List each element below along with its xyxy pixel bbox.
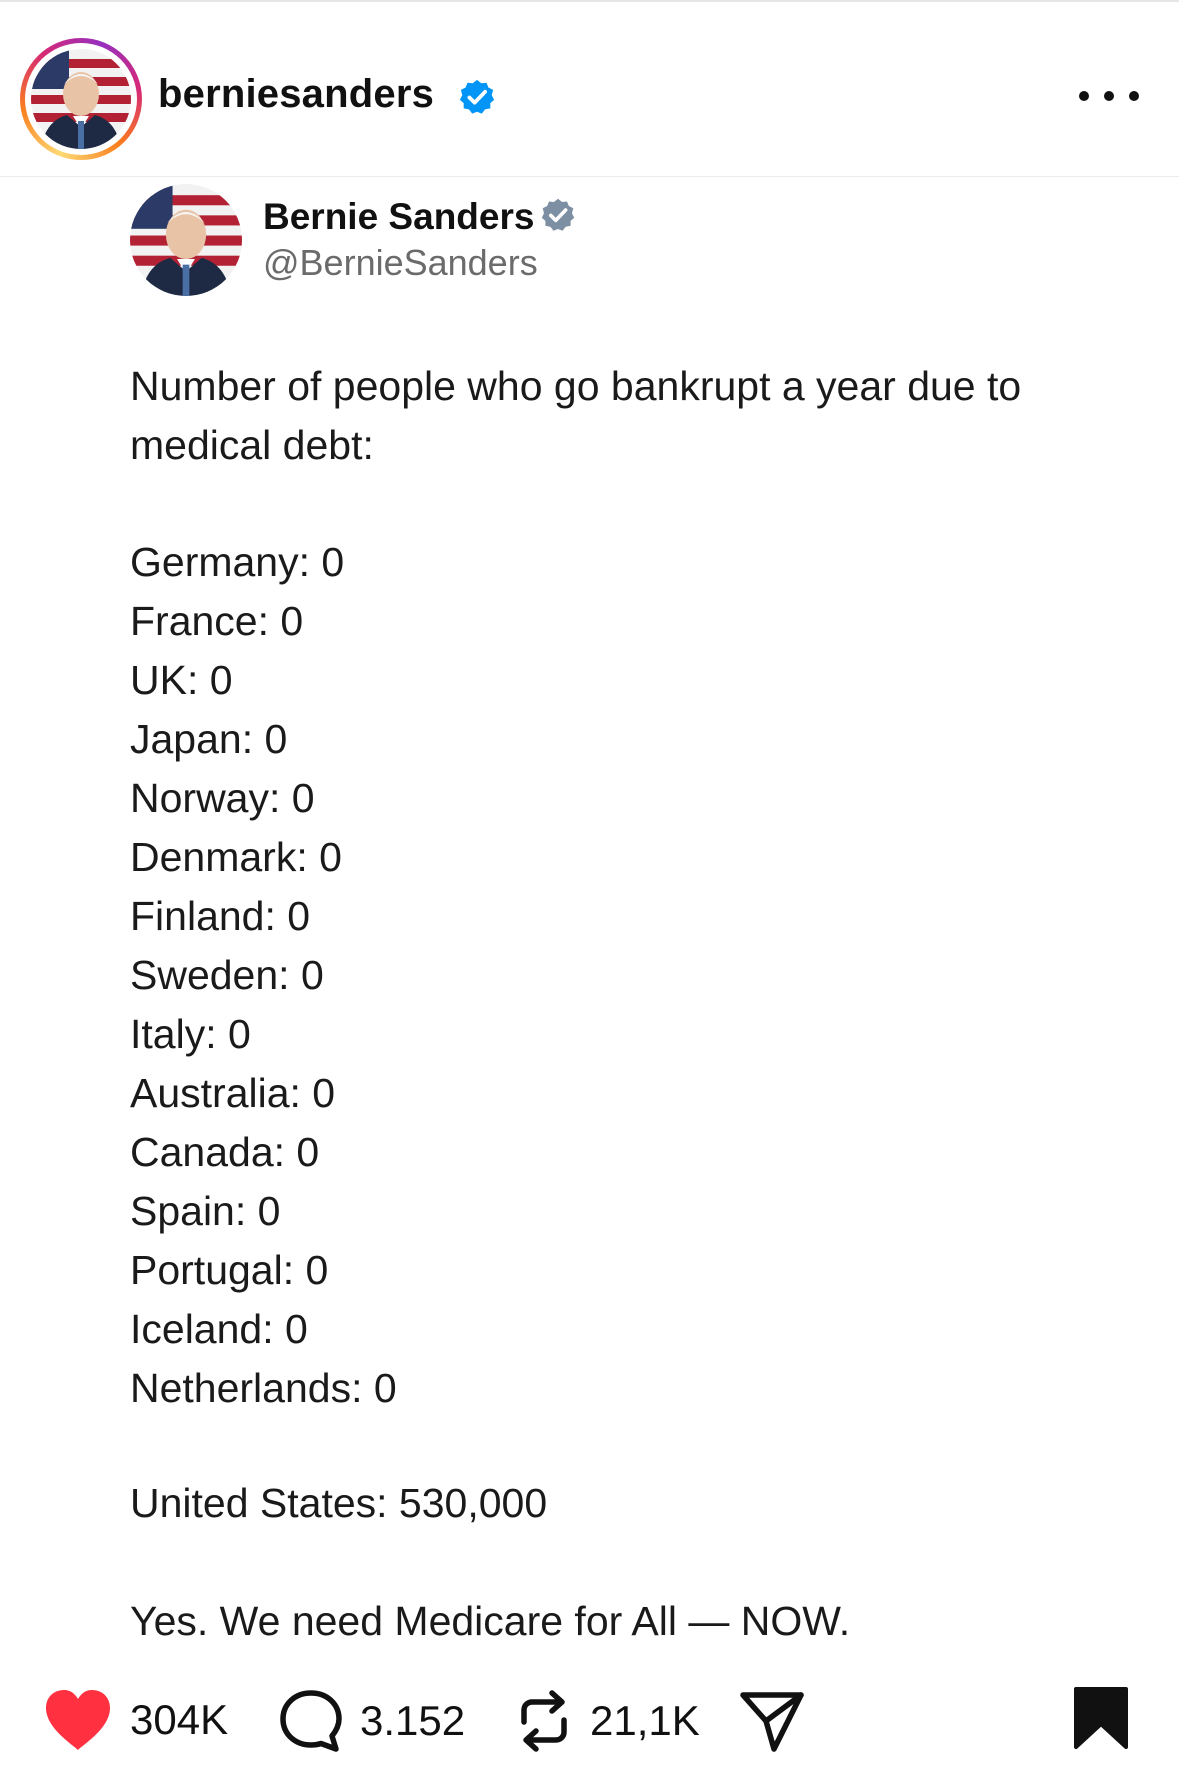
action-bar	[0, 1684, 1179, 1758]
header-divider	[0, 176, 1179, 177]
list-item: Portugal: 0	[130, 1247, 329, 1293]
share-button[interactable]	[738, 1688, 806, 1754]
list-item: Canada: 0	[130, 1129, 320, 1175]
list-item: Italy: 0	[130, 1011, 251, 1057]
tweet-author-avatar	[130, 184, 242, 296]
list-item: Spain: 0	[130, 1188, 281, 1234]
intro-line: Number of people who go bankrupt a year due to	[130, 363, 1022, 409]
story-ring[interactable]	[20, 38, 142, 160]
list-item: Denmark: 0	[130, 834, 342, 880]
tweet-handle: @BernieSanders	[263, 242, 538, 283]
post-header	[0, 0, 1179, 176]
us-line: United States: 530,000	[130, 1480, 548, 1526]
repost-button[interactable]	[514, 1688, 700, 1754]
bookmark-icon[interactable]	[1073, 1686, 1129, 1750]
verified-badge-icon	[458, 78, 496, 116]
list-item: Germany: 0	[130, 539, 345, 585]
intro-line: medical debt:	[130, 422, 374, 468]
repost-count: 21,1K	[590, 1697, 700, 1744]
list-item: Finland: 0	[130, 893, 311, 939]
post-username[interactable]: berniesanders	[158, 72, 435, 116]
closing-line: Yes. We need Medicare for All — NOW.	[130, 1598, 851, 1644]
avatar[interactable]	[31, 49, 131, 149]
tweet-display-name: Bernie Sanders	[263, 196, 535, 237]
list-item: Japan: 0	[130, 716, 288, 762]
repost-icon[interactable]	[514, 1688, 574, 1754]
save-button[interactable]	[1073, 1686, 1129, 1750]
like-count: 304K	[130, 1696, 229, 1743]
comment-count: 3.152	[360, 1697, 466, 1744]
list-item: UK: 0	[130, 657, 233, 703]
tweet-intro	[130, 357, 1021, 475]
comment-button[interactable]	[278, 1688, 465, 1754]
list-item: France: 0	[130, 598, 304, 644]
list-item: Australia: 0	[130, 1070, 336, 1116]
share-icon[interactable]	[738, 1688, 806, 1754]
comment-icon[interactable]	[278, 1688, 344, 1754]
country-list	[130, 533, 397, 1418]
like-button[interactable]	[42, 1688, 228, 1752]
list-item: Norway: 0	[130, 775, 315, 821]
heart-icon[interactable]	[42, 1688, 114, 1752]
more-options-icon[interactable]	[1079, 78, 1139, 114]
verified-badge-icon	[540, 197, 576, 233]
list-item: Sweden: 0	[130, 952, 324, 998]
list-item: Iceland: 0	[130, 1306, 308, 1352]
list-item: Netherlands: 0	[130, 1365, 397, 1411]
